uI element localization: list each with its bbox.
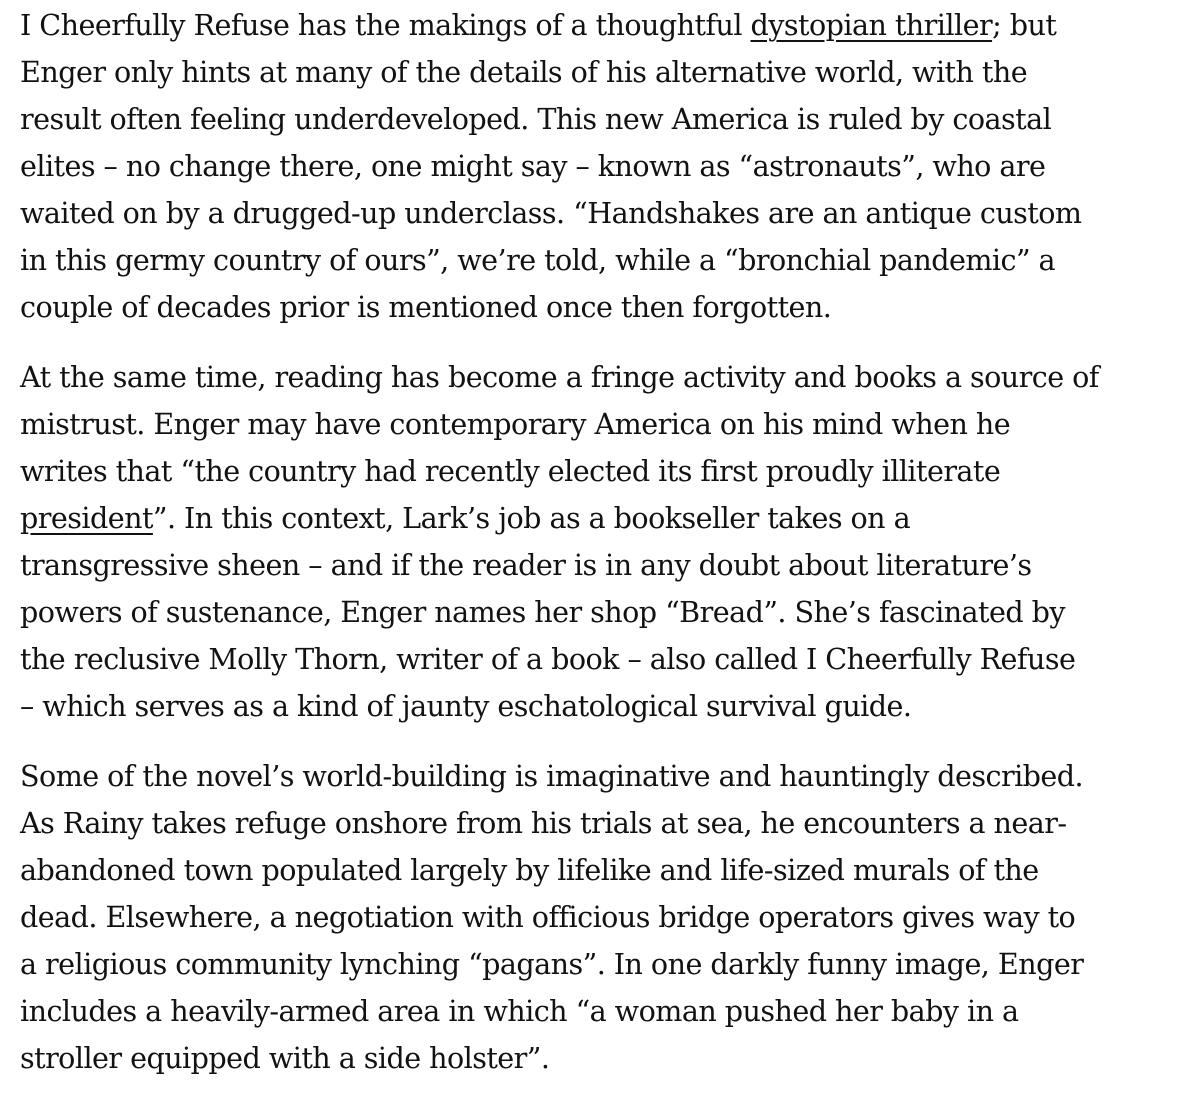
text-line: abandoned town populated largely by lifelike and life-sized murals of the <box>20 853 1039 887</box>
text-line: powers of sustenance, Enger names her shop “Bread”. She’s fascinated by <box>20 595 1066 629</box>
paragraph-3 <box>20 753 1180 1082</box>
text-line: elites – no change there, one might say – known as “astronauts”, who are <box>20 149 1046 183</box>
text-line: transgressive sheen – and if the reader is in any doubt about literature’s <box>20 548 1032 582</box>
text-line: writes that “the country had recently elected its first proudly illiterate <box>20 454 1001 488</box>
text-line: includes a heavily-armed area in which “a woman pushed her baby in a <box>20 994 1019 1028</box>
text-line <box>20 495 1180 542</box>
text-line: – which serves as a kind of jaunty eschatological survival guide. <box>20 689 912 723</box>
text-segment: I Cheerfully Refuse has the makings of a thoughtful <box>20 8 751 42</box>
text-line <box>20 2 1180 49</box>
text-line: in this germy country of ours”, we’re told, while a “bronchial pandemic” a <box>20 243 1056 277</box>
text-line: As Rainy takes refuge onshore from his trials at sea, he encounters a near- <box>20 806 1067 840</box>
dystopian-thriller-link[interactable]: dystopian thriller <box>750 8 993 42</box>
paragraph-2 <box>20 354 1180 730</box>
text-line: result often feeling underdeveloped. This new America is ruled by coastal <box>20 102 1052 136</box>
text-line: a religious community lynching “pagans”. In one darkly funny image, Enger <box>20 947 1084 981</box>
text-line: At the same time, reading has become a fringe activity and books a source of <box>20 360 1099 394</box>
text-line: Some of the novel’s world-building is imaginative and hauntingly described. <box>20 759 1084 793</box>
text-line: the reclusive Molly Thorn, writer of a book – also called I Cheerfully Refuse <box>20 642 1076 676</box>
text-line: Enger only hints at many of the details of his alternative world, with the <box>20 55 1028 89</box>
text-line: mistrust. Enger may have contemporary America on his mind when he <box>20 407 1011 441</box>
paragraph-1 <box>20 2 1180 331</box>
text-line: couple of decades prior is mentioned once then forgotten. <box>20 290 832 324</box>
president-link[interactable]: president <box>20 501 153 535</box>
text-segment: ; but <box>992 8 1057 42</box>
text-line: stroller equipped with a side holster”. <box>20 1041 550 1075</box>
text-line: waited on by a drugged-up underclass. “Handshakes are an antique custom <box>20 196 1082 230</box>
text-line: dead. Elsewhere, a negotiation with officious bridge operators gives way to <box>20 900 1076 934</box>
text-segment: ”. In this context, Lark’s job as a bookseller takes on a <box>152 501 911 535</box>
